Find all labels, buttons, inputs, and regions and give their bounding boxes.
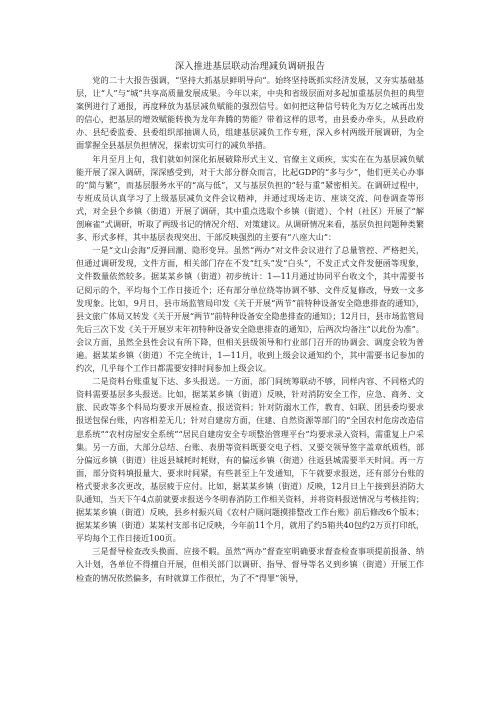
paragraph-issue-three: 三是督导检查改头换面、应接不暇。虽然“两办”督查室明确要求督查检查事项提前报备、纳入计划，各单位不得擅自开展，但相关部门以调研、指导、督导等名义到乡镇（街道）开展工作检查的情况依然偏多，有时就算工作很忙，为了不“得罪”领导，	[76, 546, 424, 583]
paragraph-intro: 党的二十大报告强调，“坚持大抓基层鲜明导向”。始终坚持既抓实经济发展，又夯实基础基层，让“人”与“城”共享高质量发展成果。今年以来，中央和省级层面对多起加重基层负担的典型案例进行了通报，再度释放为基层减负赋能的强烈信号。如何把这种信号转化为万亿之城再出发的信心，把基层的增效赋能转换为龙年奔腾的势能？带着这样的思考，由县委办牵头，从县政府办、县纪委监委、县委组织部抽调人员，组建基层减负工作专班，深入乡村两级开展调研，为全面掌握全县基层负担情况，探索切实可行的减负举措。	[76, 75, 424, 151]
paragraph-issue-two: 二是资料台账重复下达、多头报送。一方面，部门间统筹联动不够，同样内容、不同格式的资料需要基层多头报送。比如，据某某乡镇（街道）反映，针对消防安全工作，应急、商务、文旅、民政等多个科局均要求开展检查、报送资料；针对防溺水工作，教育、妇联、团县委均要求报送包保台账，内容相差无几；针对自建房方面，住建、自然资源等部门的“全国农村危房改造信息系统”“农村房屋安全系统”“居民自建房安全专项整治管理平台”均要求录入资料，需重复上户采集。另一方面，大部分总结、台账、表册等资料既要交电子档、又要交领导签字盖章纸质档，部分偏远乡镇（街道）往返县城耗时耗财，有的偏远乡镇（街道）往返县城需要半天时间。再一方面，部分资料填报量大、要求时间紧，有些甚至上午发通知，下午就要求报送，还有部分台账的格式要求多次更改，基层疲于应付。比如，据某某乡镇（街道）反映，12月日上午接到县消防大队通知，当天下午4点前就要求报送今冬明春消防工作相关资料，并将资料报送情况与考核挂钩；据某某乡镇（街道）反映，县乡村振兴局《农村户厕问题摸排整改工作台账》前后修改6个版本；据某某乡镇（街道）某某村支部书记反映，今年前11个月，就用了约5箱共40包约2万页打印纸，平均每个工作日接近100页。	[76, 376, 424, 544]
document-title: 深入推进基层联动治理减负调研报告	[174, 61, 326, 72]
paragraph-survey: 年月至月上旬，我们就如何深化拓展破除形式主义、官僚主义顽疾，实实在在为基层减负赋能开展了深入调研，深深感受到，对于大部分群众而言，比起GDP的“多与少”，他们更关心办事的“简与繁”，而基层服务水平的“高与低”，又与基层负担的“轻与重”紧密相关。在调研过程中，专班成员认真学习了上级基层减负文件会议精神，并通过现场走访、座谈交流、问卷调查等形式，对全县个乡镇（街道）开展了调研，其中重点选取个乡镇（街道）、个村（社区）开展了“解剖麻雀”式调研，听取了两级书记的情况介绍、对策建议。从调研情况来看，基层负担问题种类繁多、形式多样，其中基层表现突出、干部反映强烈的主要有“八座大山”：	[76, 153, 424, 243]
paragraph-issue-one: 一是“文山会海”反弹回潮、隐形变异。虽然“两办”对文件会议进行了总量管控、严格把关，但通过调研发现，文件方面，相关部门存在不发“红头”发“白头”，不发正式文件发便函等现象，文件数量依然较多。据某某乡镇（街道）初步统计：1—11月通过协同平台收文个，其中需要书记阅示的个，平均每个工作日接近个；还有部分单位绕等协调不够、文件反复修改，导致一文多发现象。比如，9月日，县市场监管局印发《关于开展“两节”前特种设备安全隐患排查的通知》，县文旅广体局又转发《关于开展“两节”前特种设备安全隐患排查的通知》；12月日，县市场监管局先后三次下发《关于开展岁末年初特种设备安全隐患排查的通知》，后两次均备注“以此份为准”。会议方面，虽然全县性会议有所下降，但相关县级领导和行业部门召开的协调会、调度会较为普遍。据某某乡镇（街道）不完全统计，1—11月，收到上级会议通知约个，其中需要书记参加的约次，几乎每个工作日都需要安排时间参加上级会议。	[76, 245, 424, 374]
